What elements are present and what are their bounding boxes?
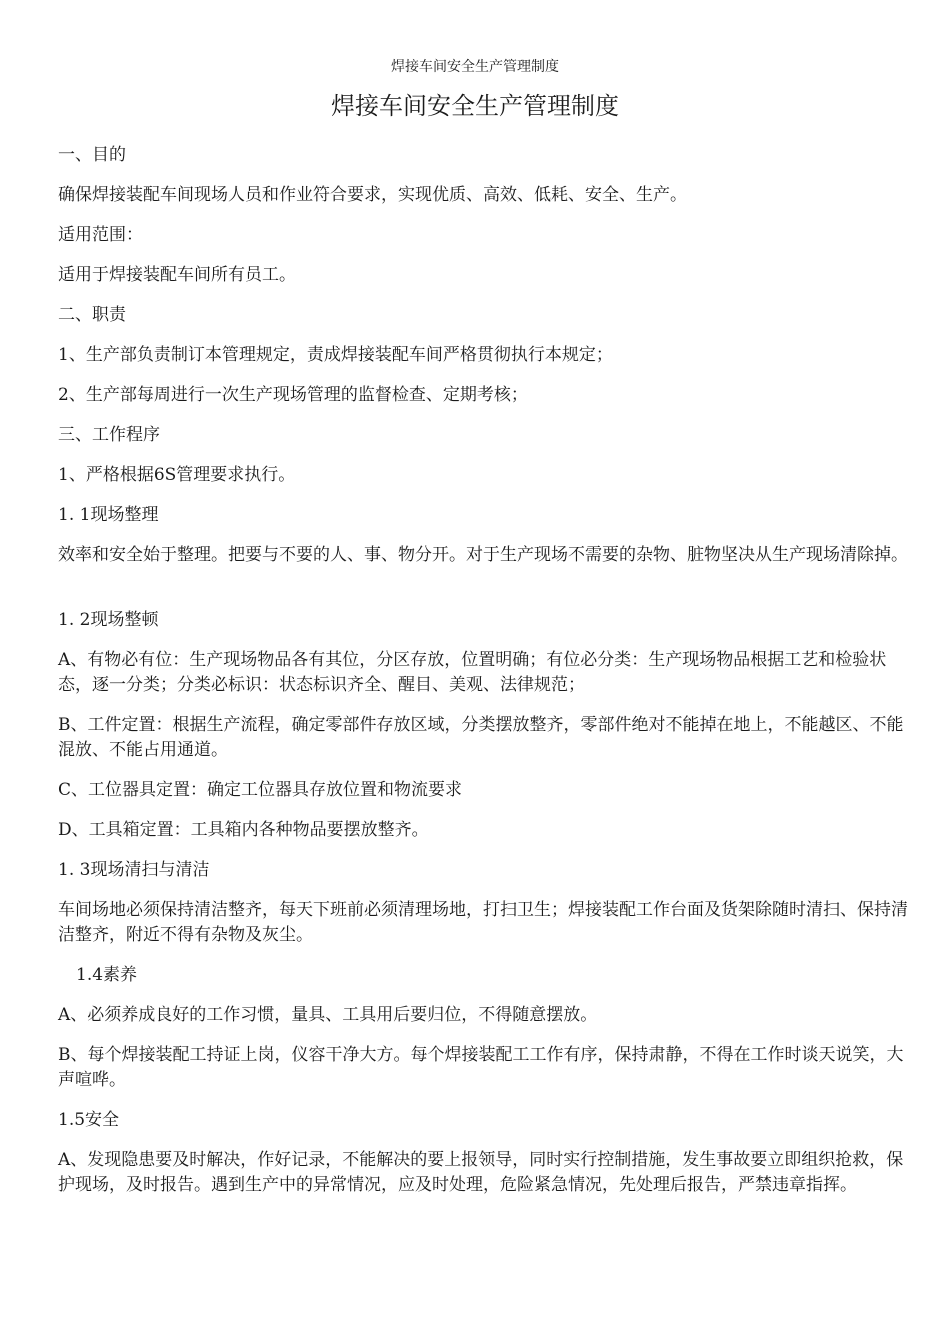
paragraph: 2、生产部每周进行一次生产现场管理的监督检查、定期考核； [58, 385, 528, 405]
subheading-discipline: 1.4素养 [76, 965, 138, 985]
section-heading-purpose: 一、目的 [58, 145, 126, 165]
paragraph: 车间场地必须保持清洁整齐，每天下班前必须清理场地，打扫卫生；焊接装配工作台面及货架除随时清扫、保持清洁整齐，附近不得有杂物及灰尘。 [58, 900, 908, 945]
subheading-scope: 适用范围： [58, 225, 143, 245]
paragraph: 适用于焊接装配车间所有员工。 [58, 265, 296, 285]
paragraph: B、工件定置：根据生产流程，确定零部件存放区域，分类摆放整齐，零部件绝对不能掉在地上，不能越区、不能混放、不能占用通道。 [58, 715, 904, 760]
paragraph: A、发现隐患要及时解决，作好记录，不能解决的要上报领导，同时实行控制措施，发生事故要立即组织抢救，保护现场，及时报告。遇到生产中的异常情况，应及时处理，危险紧急情况，先处理后报告，严禁违章指挥。 [58, 1150, 904, 1195]
paragraph: A、必须养成良好的工作习惯，量具、工具用后要归位，不得随意摆放。 [58, 1005, 598, 1025]
subheading-shine: 1. 3现场清扫与清洁 [58, 860, 210, 880]
section-heading-procedure: 三、工作程序 [58, 425, 160, 445]
paragraph: 确保焊接装配车间现场人员和作业符合要求，实现优质、高效、低耗、安全、生产。 [58, 185, 687, 205]
paragraph: D、工具箱定置：工具箱内各种物品要摆放整齐。 [58, 820, 429, 840]
subheading-set-in-order: 1. 2现场整顿 [58, 610, 159, 630]
section-heading-duties: 二、职责 [58, 305, 126, 325]
paragraph: 1、严格根据6S管理要求执行。 [58, 465, 296, 485]
subheading-sort: 1. 1现场整理 [58, 505, 159, 525]
paragraph: A、有物必有位：生产现场物品各有其位，分区存放，位置明确；有位必分类：生产现场物品根据工艺和检验状态，逐一分类；分类必标识：状态标识齐全、醒目、美观、法律规范； [58, 650, 887, 695]
paragraph: 1、生产部负责制订本管理规定，责成焊接装配车间严格贯彻执行本规定； [58, 345, 613, 365]
paragraph: 效率和安全始于整理。把要与不要的人、事、物分开。对于生产现场不需要的杂物、脏物坚决从生产现场清除掉。 [58, 545, 908, 565]
running-header: 焊接车间安全生产管理制度 [391, 59, 559, 75]
subheading-safety: 1.5安全 [58, 1110, 120, 1130]
document-title: 焊接车间安全生产管理制度 [331, 92, 619, 120]
paragraph: C、工位器具定置：确定工位器具存放位置和物流要求 [58, 780, 463, 800]
paragraph: B、每个焊接装配工持证上岗，仪容干净大方。每个焊接装配工工作有序，保持肃静，不得在工作时谈天说笑，大声喧哗。 [58, 1045, 904, 1090]
